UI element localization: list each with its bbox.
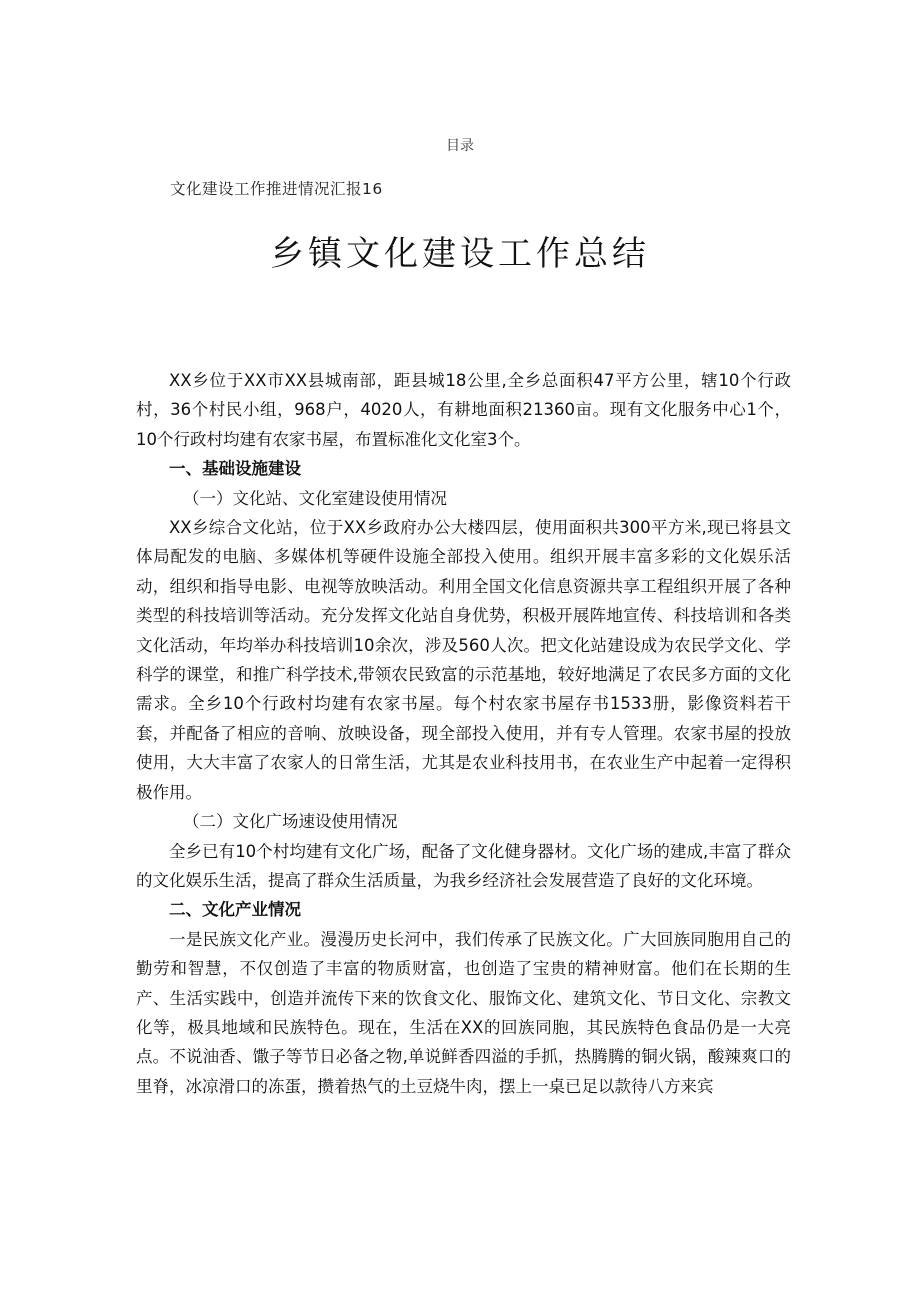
toc-entry[interactable]: 文化建设工作推进情况汇报16 — [170, 180, 383, 198]
paragraph-intro: XX乡位于XX市XX县城南部，距县城18公里,全乡总面积47平方公里，辖10个行政村，36个村民小组，968户，4020人，有耕地面积21360亩。现有文化服务中心1个，10个行政村均建有农家书屋，布置标准化文化室3个。 — [136, 371, 791, 449]
section-heading-culture-industry: 二、文化产业情况 — [169, 900, 301, 920]
paragraph-ethnic-culture: 一是民族文化产业。漫漫历史长河中，我们传承了民族文化。广大回族同胞用自己的勤劳和智慧，不仅创造了丰富的物质财富，也创造了宝贵的精神财富。他们在长期的生产、生活实践中，创造并流传下来的饮食文化、服饰文化、建筑文化、节日文化、宗教文化等，极具地域和民族特色。现在，生活在XX的回族同胞，其民族特色食品仍是一大亮点。不说油香、馓子等节日必备之物,单说鲜香四溢的手抓，热腾腾的铜火锅，酸辣爽口的里脊，冰凉滑口的冻蛋，攒着热气的土豆烧牛肉，摆上一桌已足以款待八方来宾 — [136, 929, 791, 1096]
subsection-heading-culture-square: （二）文化广场速设使用情况 — [183, 812, 398, 832]
section-heading-infrastructure: 一、基础设施建设 — [169, 459, 301, 479]
subsection-heading-culture-station: （一）文化站、文化室建设使用情况 — [183, 488, 447, 508]
paragraph-culture-square: 全乡已有10个村均建有文化广场，配备了文化健身器材。文化广场的建成,丰富了群众的文化娱乐生活，提高了群众生活质量，为我乡经济社会发展营造了良好的文化环境。 — [136, 841, 791, 890]
toc-heading: 目录 — [446, 138, 474, 154]
document-title: 乡镇文化建设工作总结 — [270, 234, 650, 274]
document-body — [136, 366, 791, 1101]
paragraph-culture-station: XX乡综合文化站，位于XX乡政府办公大楼四层，使用面积共300平方米,现已将县文体局配发的电脑、多媒体机等硬件设施全部投入使用。组织开展丰富多彩的文化娱乐活动，组织和指导电影、电视等放映活动。利用全国文化信息资源共享工程组织开展了各种类型的科技培训等活动。充分发挥文化站自身优势，积极开展阵地宣传、科技培训和各类文化活动，年均举办科技培训10余次，涉及560人次。把文化站建设成为农民学文化、学科学的课堂，和推广科学技术,带领农民致富的示范基地，较好地满足了农民多方面的文化需求。全乡10个行政村均建有农家书屋。每个村农家书屋存书1533册，影像资料若干套，并配备了相应的音响、放映设备，现全部投入使用，并有专人管理。农家书屋的投放使用，大大丰富了农家人的日常生活，尤其是农业科技用书，在农业生产中起着一定得积极作用。 — [136, 518, 791, 802]
